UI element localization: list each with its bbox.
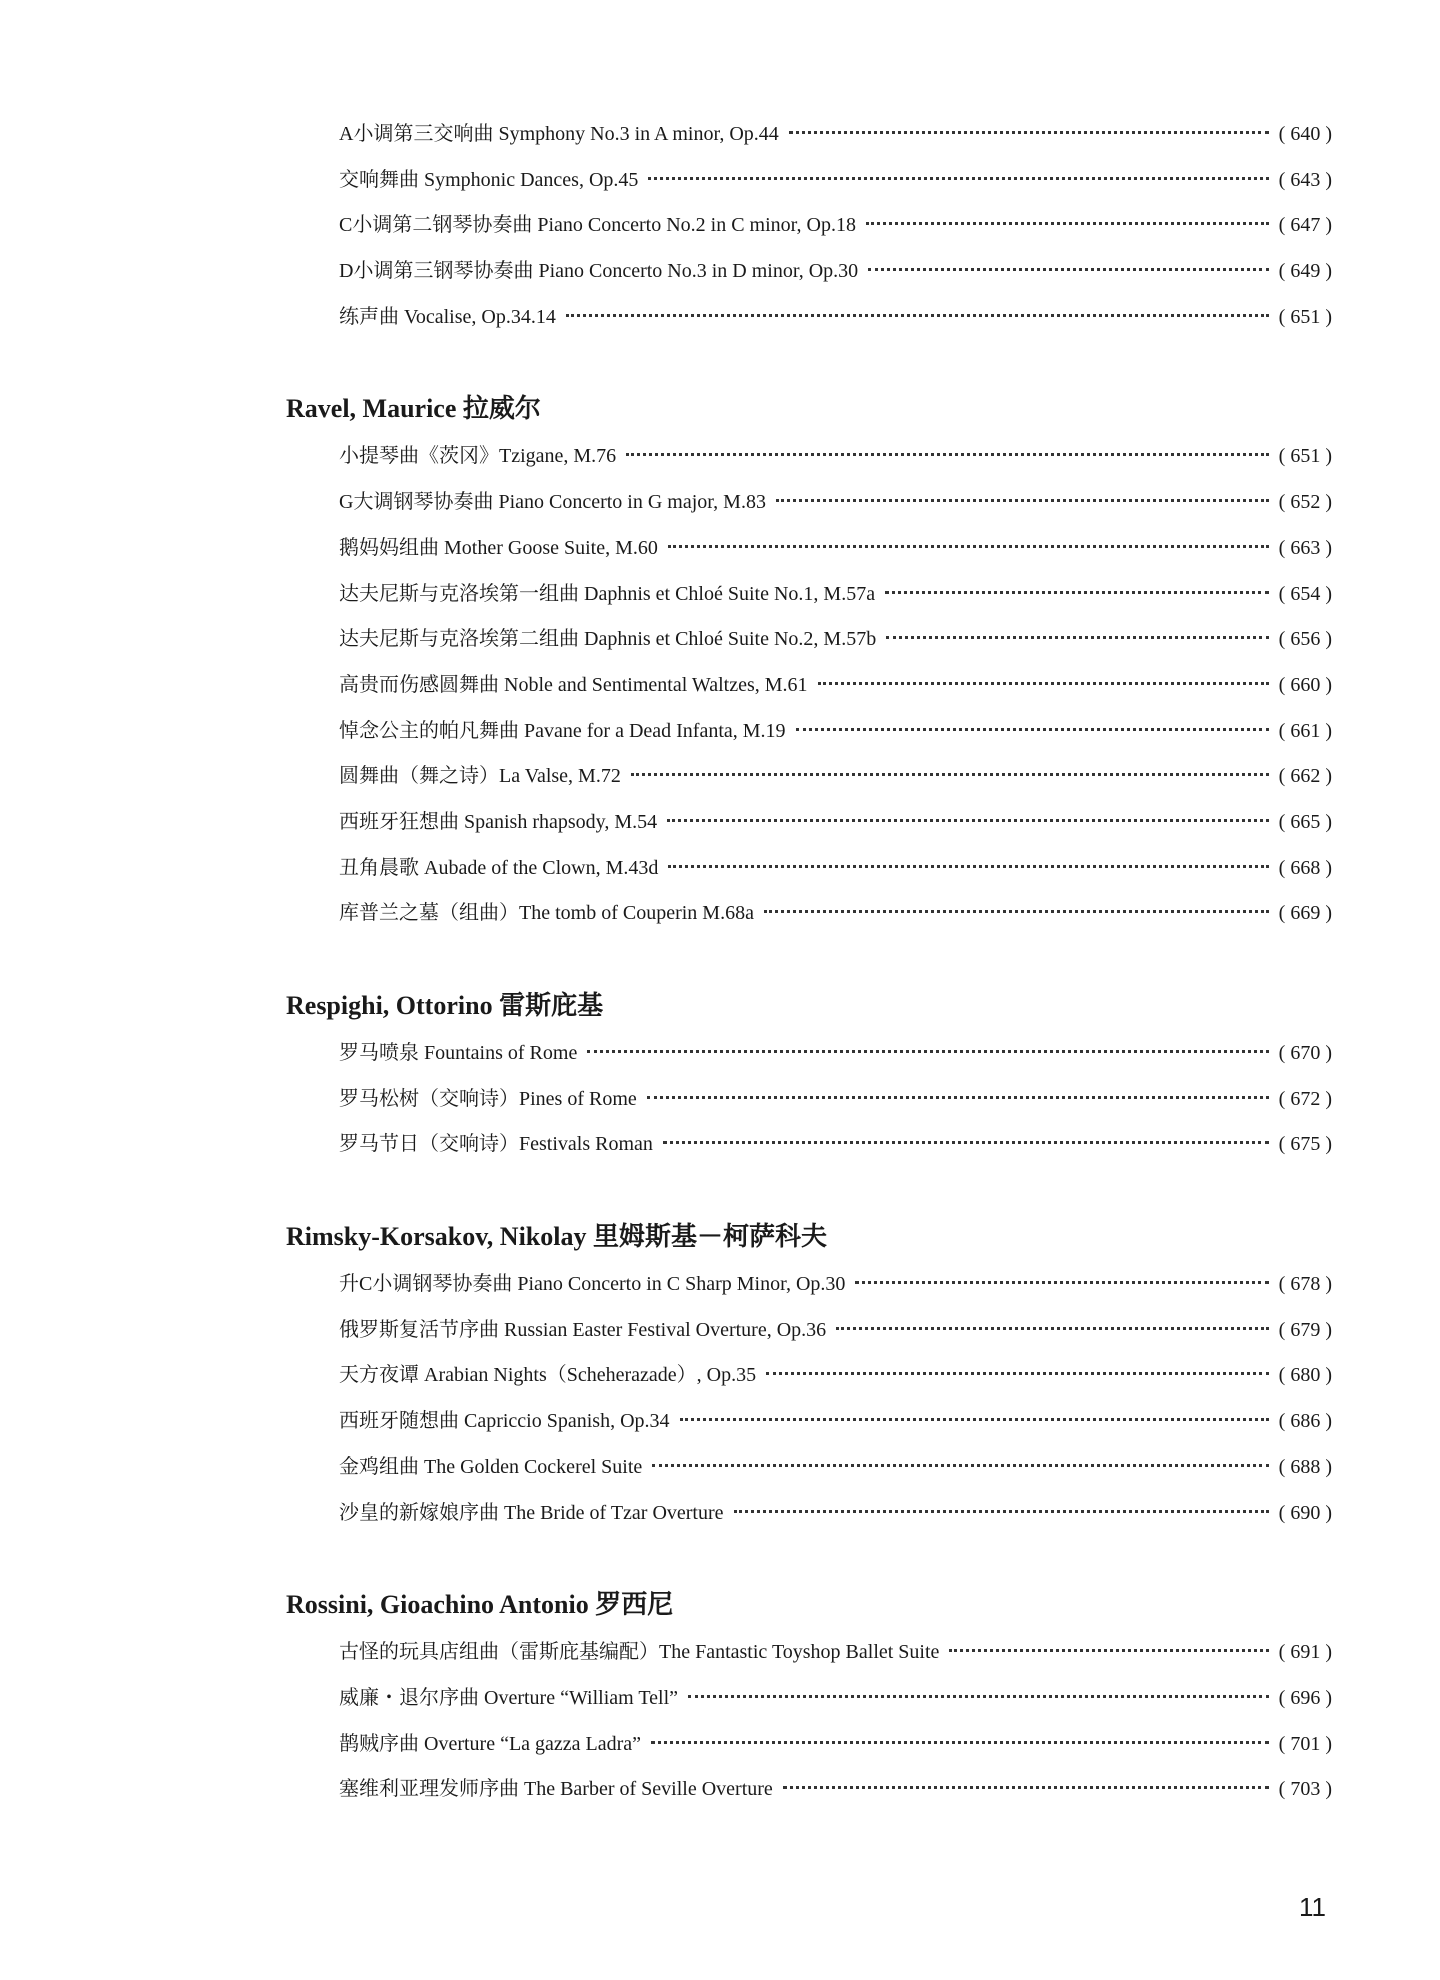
toc-entry[interactable]: [339, 295, 1332, 341]
entry-title: 鹊贼序曲 Overture “La gazza Ladra”: [339, 1732, 642, 1755]
dot-leader: [789, 131, 1269, 134]
toc-entry[interactable]: [339, 1491, 1332, 1537]
dot-leader: [866, 222, 1269, 225]
entry-page-ref: ( 670 ): [1278, 1042, 1332, 1064]
entry-title: 罗马节日（交响诗）Festivals Roman: [339, 1133, 653, 1156]
entry-title: C小调第二钢琴协奏曲 Piano Concerto No.2 in C minor, Op.18: [339, 214, 856, 237]
toc-entry[interactable]: [339, 572, 1332, 618]
dot-leader: [688, 1695, 1269, 1698]
toc-entry[interactable]: [339, 480, 1332, 526]
toc-entry[interactable]: [339, 203, 1332, 249]
entry-title: 鹅妈妈组曲 Mother Goose Suite, M.60: [339, 536, 658, 559]
entry-title: 丑角晨歌 Aubade of the Clown, M.43d: [339, 856, 659, 879]
entry-page-ref: ( 643 ): [1278, 168, 1332, 191]
entry-title: 罗马松树（交响诗）Pines of Rome: [339, 1087, 637, 1110]
dot-leader: [566, 314, 1269, 317]
entry-page-ref: ( 668 ): [1278, 856, 1332, 879]
toc-entry[interactable]: [339, 1122, 1332, 1168]
dot-leader: [652, 1464, 1268, 1467]
entry-page-ref: ( 647 ): [1278, 214, 1332, 237]
dot-leader: [949, 1649, 1268, 1652]
dot-leader: [648, 177, 1268, 180]
entry-title: D小调第三钢琴协奏曲 Piano Concerto No.3 in D minor, Op.30: [339, 260, 859, 283]
entry-page-ref: ( 696 ): [1278, 1686, 1332, 1709]
composer-section: [286, 112, 1332, 340]
entry-title: 俄罗斯复活节序曲 Russian Easter Festival Overture, Op.36: [339, 1318, 827, 1341]
entry-page-ref: ( 680 ): [1278, 1364, 1332, 1387]
dot-leader: [885, 591, 1269, 594]
dot-leader: [764, 910, 1269, 913]
entry-title: 小提琴曲《茨冈》Tzigane, M.76: [339, 445, 617, 468]
entry-title: 圆舞曲（舞之诗）La Valse, M.72: [339, 765, 621, 788]
dot-leader: [680, 1418, 1269, 1421]
entry-page-ref: ( 701 ): [1278, 1732, 1332, 1755]
dot-leader: [855, 1281, 1268, 1284]
toc-entry[interactable]: [339, 1722, 1332, 1768]
table-of-contents: [286, 112, 1332, 1813]
entry-page-ref: ( 640 ): [1278, 123, 1332, 145]
dot-leader: [663, 1141, 1269, 1144]
dot-leader: [783, 1786, 1269, 1789]
entry-title: 罗马喷泉 Fountains of Rome: [339, 1042, 578, 1064]
composer-heading: Rossini, Gioachino Antonio 罗西尼: [286, 1590, 674, 1620]
dot-leader: [668, 545, 1269, 548]
toc-entry[interactable]: [339, 617, 1332, 663]
entry-title: 天方夜谭 Arabian Nights（Scheherazade）, Op.35: [339, 1364, 757, 1387]
toc-entry[interactable]: [339, 434, 1332, 480]
toc-entry[interactable]: [339, 1676, 1332, 1722]
entry-page-ref: ( 649 ): [1278, 260, 1332, 283]
entry-title: 塞维利亚理发师序曲 The Barber of Seville Overture: [339, 1778, 773, 1801]
entry-page-ref: ( 651 ): [1278, 305, 1332, 328]
toc-entry[interactable]: [339, 249, 1332, 295]
entry-title: 库普兰之墓（组曲）The tomb of Couperin M.68a: [339, 902, 754, 925]
entry-title: 西班牙随想曲 Capriccio Spanish, Op.34: [339, 1410, 670, 1433]
entry-page-ref: ( 656 ): [1278, 628, 1332, 651]
composer-section: [286, 987, 1332, 1168]
toc-entry[interactable]: [339, 1077, 1332, 1123]
composer-heading: Respighi, Ottorino 雷斯庇基: [286, 991, 604, 1020]
dot-leader: [818, 682, 1269, 685]
entry-title: 练声曲 Vocalise, Op.34.14: [339, 305, 556, 328]
toc-entry[interactable]: [339, 158, 1332, 204]
entry-page-ref: ( 675 ): [1278, 1133, 1332, 1156]
dot-leader: [886, 636, 1268, 639]
dot-leader: [647, 1096, 1269, 1099]
entry-page-ref: ( 665 ): [1278, 810, 1332, 833]
entry-page-ref: ( 688 ): [1278, 1455, 1332, 1478]
entry-page-ref: ( 663 ): [1278, 536, 1332, 559]
toc-entry[interactable]: [339, 709, 1332, 755]
dot-leader: [626, 453, 1268, 456]
entry-page-ref: ( 703 ): [1278, 1778, 1332, 1801]
entry-page-ref: ( 654 ): [1278, 582, 1332, 605]
entry-page-ref: ( 686 ): [1278, 1410, 1332, 1433]
entry-title: 西班牙狂想曲 Spanish rhapsody, M.54: [339, 810, 658, 833]
toc-entry[interactable]: [339, 891, 1332, 937]
entry-page-ref: ( 672 ): [1278, 1087, 1332, 1110]
composer-heading: Rimsky-Korsakov, Nikolay 里姆斯基－柯萨科夫: [286, 1222, 827, 1252]
toc-entry[interactable]: [339, 526, 1332, 572]
dot-leader: [651, 1741, 1269, 1744]
dot-leader: [796, 728, 1269, 731]
toc-entry[interactable]: [339, 1630, 1332, 1676]
entry-page-ref: ( 651 ): [1278, 445, 1332, 468]
toc-entry[interactable]: [339, 1445, 1332, 1491]
entry-title: 达夫尼斯与克洛埃第二组曲 Daphnis et Chloé Suite No.2, M.57b: [339, 628, 877, 651]
dot-leader: [734, 1510, 1269, 1513]
entry-page-ref: ( 652 ): [1278, 491, 1332, 514]
entry-title: 升C小调钢琴协奏曲 Piano Concerto in C Sharp Minor, Op.30: [339, 1273, 846, 1296]
entry-title: 悼念公主的帕凡舞曲 Pavane for a Dead Infanta, M.19: [339, 719, 786, 742]
dot-leader: [587, 1050, 1268, 1053]
entry-title: 金鸡组曲 The Golden Cockerel Suite: [339, 1455, 643, 1478]
toc-entry[interactable]: [339, 1399, 1332, 1445]
toc-entry[interactable]: [339, 663, 1332, 709]
dot-leader: [776, 499, 1269, 502]
entry-title: G大调钢琴协奏曲 Piano Concerto in G major, M.83: [339, 491, 766, 514]
composer-section: [286, 1218, 1332, 1536]
entry-title: 沙皇的新嫁娘序曲 The Bride of Tzar Overture: [339, 1501, 724, 1524]
entry-title: 交响舞曲 Symphonic Dances, Op.45: [339, 168, 639, 191]
dot-leader: [668, 865, 1268, 868]
entry-page-ref: ( 669 ): [1278, 902, 1332, 925]
entry-page-ref: ( 660 ): [1278, 673, 1332, 696]
toc-entry[interactable]: [339, 1353, 1332, 1399]
entry-page-ref: ( 691 ): [1278, 1641, 1332, 1664]
entry-title: 古怪的玩具店组曲（雷斯庇基编配）The Fantastic Toyshop Ballet Suite: [339, 1641, 940, 1664]
entry-title: 威廉・退尔序曲 Overture “William Tell”: [339, 1686, 679, 1709]
composer-section: [286, 390, 1332, 937]
toc-entry[interactable]: [339, 754, 1332, 800]
entry-page-ref: ( 678 ): [1278, 1273, 1332, 1296]
entry-page-ref: ( 679 ): [1278, 1318, 1332, 1341]
dot-leader: [631, 773, 1269, 776]
toc-entry[interactable]: [339, 800, 1332, 846]
dot-leader: [836, 1327, 1269, 1330]
toc-entry[interactable]: [339, 1767, 1332, 1813]
toc-entry[interactable]: [339, 1262, 1332, 1308]
dot-leader: [667, 819, 1269, 822]
entry-title: 高贵而伤感圆舞曲 Noble and Sentimental Waltzes, M.61: [339, 673, 808, 696]
dot-leader: [868, 268, 1269, 271]
page-number: 11: [1299, 1892, 1326, 1922]
toc-entry[interactable]: [339, 112, 1332, 158]
entry-page-ref: ( 661 ): [1278, 719, 1332, 742]
toc-entry[interactable]: [339, 846, 1332, 892]
composer-heading: Ravel, Maurice 拉威尔: [286, 394, 541, 424]
entry-page-ref: ( 690 ): [1278, 1501, 1332, 1524]
dot-leader: [766, 1372, 1269, 1375]
entry-page-ref: ( 662 ): [1278, 765, 1332, 788]
toc-entry[interactable]: [339, 1031, 1332, 1077]
toc-entry[interactable]: [339, 1308, 1332, 1354]
entry-title: 达夫尼斯与克洛埃第一组曲 Daphnis et Chloé Suite No.1, M.57a: [339, 582, 876, 605]
composer-section: [286, 1586, 1332, 1813]
entry-title: A小调第三交响曲 Symphony No.3 in A minor, Op.44: [339, 123, 779, 145]
